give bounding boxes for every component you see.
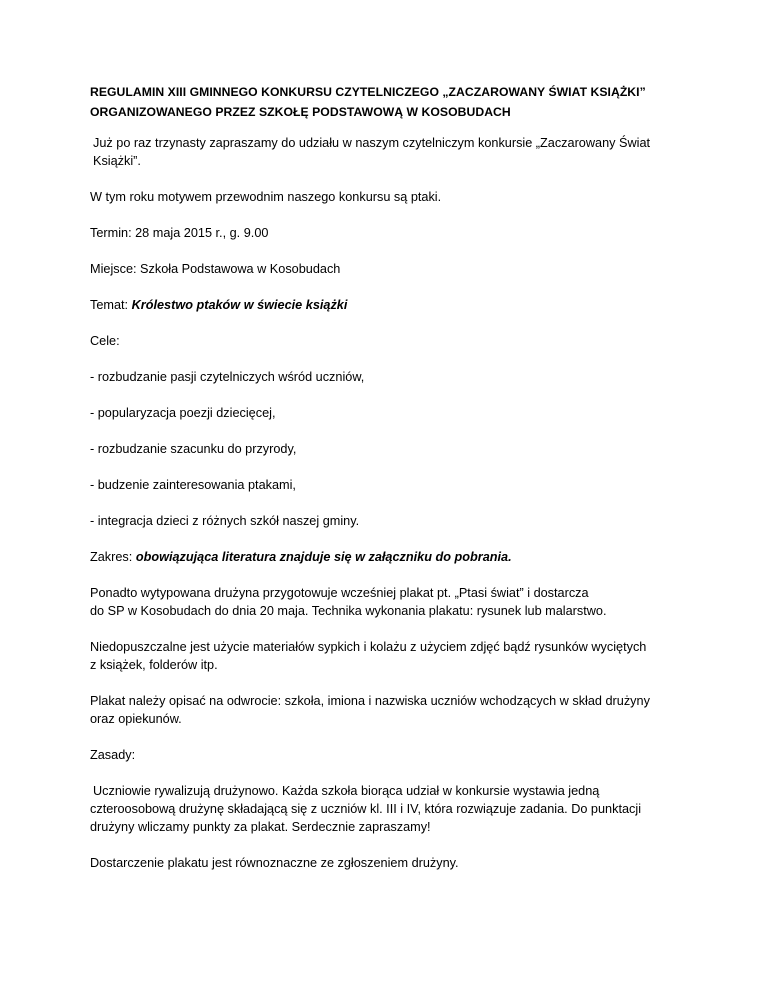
intro-line: Książki”. [93,154,141,168]
cele-label: Cele: [90,334,120,348]
opis-line: oraz opiekunów. [90,712,182,726]
opis-paragraph [90,692,688,728]
intro-paragraph [90,134,688,170]
plakat-line: do SP w Kosobudach do dnia 20 maja. Technika wykonania plakatu: rysunek lub malarstwo. [90,604,607,618]
zakres-paragraph [90,548,688,566]
dostarczenie-paragraph: Dostarczenie plakatu jest równoznaczne ze zgłoszeniem drużyny. [90,856,459,870]
intro-line: Już po raz trzynasty zapraszamy do udziału w naszym czytelniczym konkursie „Zaczarowany Świat [93,136,651,150]
zasady-paragraph [90,782,688,836]
zasady-line: drużyny wliczamy punkty za plakat. Serdecznie zapraszamy! [90,820,431,834]
cele-item: - rozbudzanie pasji czytelniczych wśród uczniów, [90,370,365,384]
opis-line: Plakat należy opisać na odwrocie: szkoła, imiona i nazwiska uczniów wchodzących w skład drużyny [90,694,650,708]
termin-paragraph: Termin: 28 maja 2015 r., g. 9.00 [90,226,269,240]
zasady-line: czteroosobową drużynę składającą się z uczniów kl. III i IV, która rozwiązuje zadania. Do punktacji [90,802,642,816]
cele-item: - popularyzacja poezji dziecięcej, [90,406,276,420]
temat-label: Temat: [90,298,132,312]
title-line: REGULAMIN XIII GMINNEGO KONKURSU CZYTELNICZEGO „ZACZAROWANY ŚWIAT KSIĄŻKI” [90,85,646,99]
zakres-value: obowiązująca literatura znajduje się w załączniku do pobrania. [135,550,512,564]
zasady-label: Zasady: [90,748,136,762]
temat-value: Królestwo ptaków w świecie książki [131,298,348,312]
zasady-line: Uczniowie rywalizują drużynowo. Każda szkoła biorąca udział w konkursie wystawia jedną [93,784,600,798]
plakat-paragraph [90,584,688,620]
title-line: ORGANIZOWANEGO PRZEZ SZKOŁĘ PODSTAWOWĄ W KOSOBUDACH [90,105,511,119]
cele-item: - budzenie zainteresowania ptakami, [90,478,296,492]
niedopuszczalne-line: z książek, folderów itp. [90,658,218,672]
temat-paragraph [90,296,688,314]
document-title [90,82,688,122]
cele-item: - integracja dzieci z różnych szkół naszej gminy. [90,514,360,528]
plakat-line: Ponadto wytypowana drużyna przygotowuje wcześniej plakat pt. „Ptasi świat” i dostarcza [90,586,589,600]
zakres-label: Zakres: [90,550,136,564]
miejsce-paragraph: Miejsce: Szkoła Podstawowa w Kosobudach [90,262,341,276]
motto-paragraph: W tym roku motywem przewodnim naszego konkursu są ptaki. [90,190,442,204]
niedopuszczalne-paragraph [90,638,688,674]
cele-item: - rozbudzanie szacunku do przyrody, [90,442,297,456]
niedopuszczalne-line: Niedopuszczalne jest użycie materiałów sypkich i kolażu z użyciem zdjęć bądź rysunków wyciętych [90,640,647,654]
